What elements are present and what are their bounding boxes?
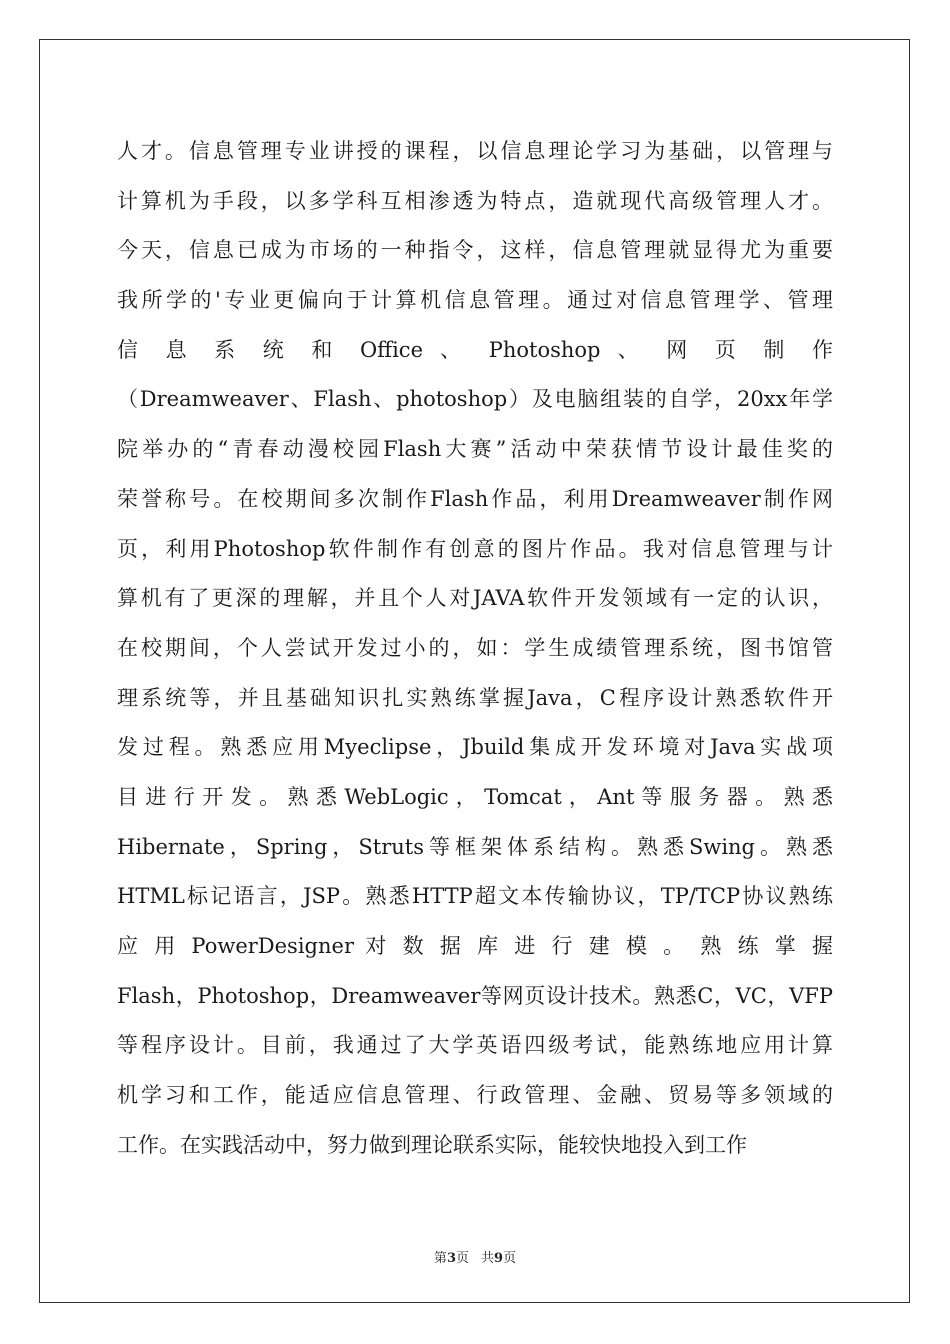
text-line: 荣誉称号。在校期间多次制作Flash作品，利用Dreamweaver制作网 [117,486,833,511]
page-number-current: 3 [446,1251,456,1266]
text-line: 等程序设计。目前，我通过了大学英语四级考试，能熟练地应用计算 [117,1033,833,1058]
text-line: Hibernate，Spring，Struts等框架体系结构。熟悉Swing。熟悉 [117,834,833,859]
text-line: 在校期间，个人尝试开发过小的，如：学生成绩管理系统，图书馆管 [117,635,833,660]
text-line: 人才。信息管理专业讲授的课程，以信息理论学习为基础，以管理与 [117,139,833,163]
text-line: 信 息 系 统 和 Office 、 Photoshop 、 网 页 制 作 [117,337,833,362]
text-line: （Dreamweaver、Flash、photoshop）及电脑组装的自学，20xx年学 [117,387,833,412]
text-line: 计算机为手段，以多学科互相渗透为特点，造就现代高级管理人才。 [117,188,833,213]
page-number-suffix: 页 [455,1251,469,1266]
page-total-number: 9 [494,1251,504,1266]
page-total-prefix: 共 [481,1251,495,1266]
text-line: 应 用 PowerDesigner 对 数 据 库 进 行 建 模 。 熟 练 掌 握 [117,934,833,958]
text-line: 今天，信息已成为市场的一种指令，这样，信息管理就显得尤为重要 [117,238,833,263]
text-line: Flash，Photoshop，Dreamweaver等网页设计技术。熟悉C，VC，VFP [117,983,833,1008]
text-line: 院举办的“青春动漫校园Flash大赛”活动中荣获情节设计最佳奖的 [117,437,833,462]
text-line: HTML标记语言，JSP。熟悉HTTP超文本传输协议，TP/TCP协议熟练 [117,884,833,909]
page-footer [0,1247,950,1266]
text-line: 页，利用Photoshop软件制作有创意的图片作品。我对信息管理与计 [117,536,833,561]
text-line: 理系统等，并且基础知识扎实熟练掌握Java，C程序设计熟悉软件开 [117,685,833,710]
page-total-suffix: 页 [503,1251,517,1266]
text-line: 发过程。熟悉应用Myeclipse，Jbuild集成开发环境对Java实战项 [117,735,833,760]
text-line: 算机有了更深的理解，并且个人对JAVA软件开发领域有一定的认识， [117,586,833,611]
page-number-prefix: 第 [433,1251,447,1266]
text-line: 机学习和工作，能适应信息管理、行政管理、金融、贸易等多领域的 [117,1083,833,1108]
text-line: 我所学的'专业更偏向于计算机信息管理。通过对信息管理学、管理 [117,288,833,313]
text-line: 工作。在实践活动中，努力做到理论联系实际，能较快地投入到工作 [117,1132,747,1157]
text-line: 目 进 行 开 发 。 熟 悉 WebLogic ， Tomcat ， Ant 等 服 务 器 。 熟 悉 [117,784,833,809]
body-text [117,127,833,1170]
